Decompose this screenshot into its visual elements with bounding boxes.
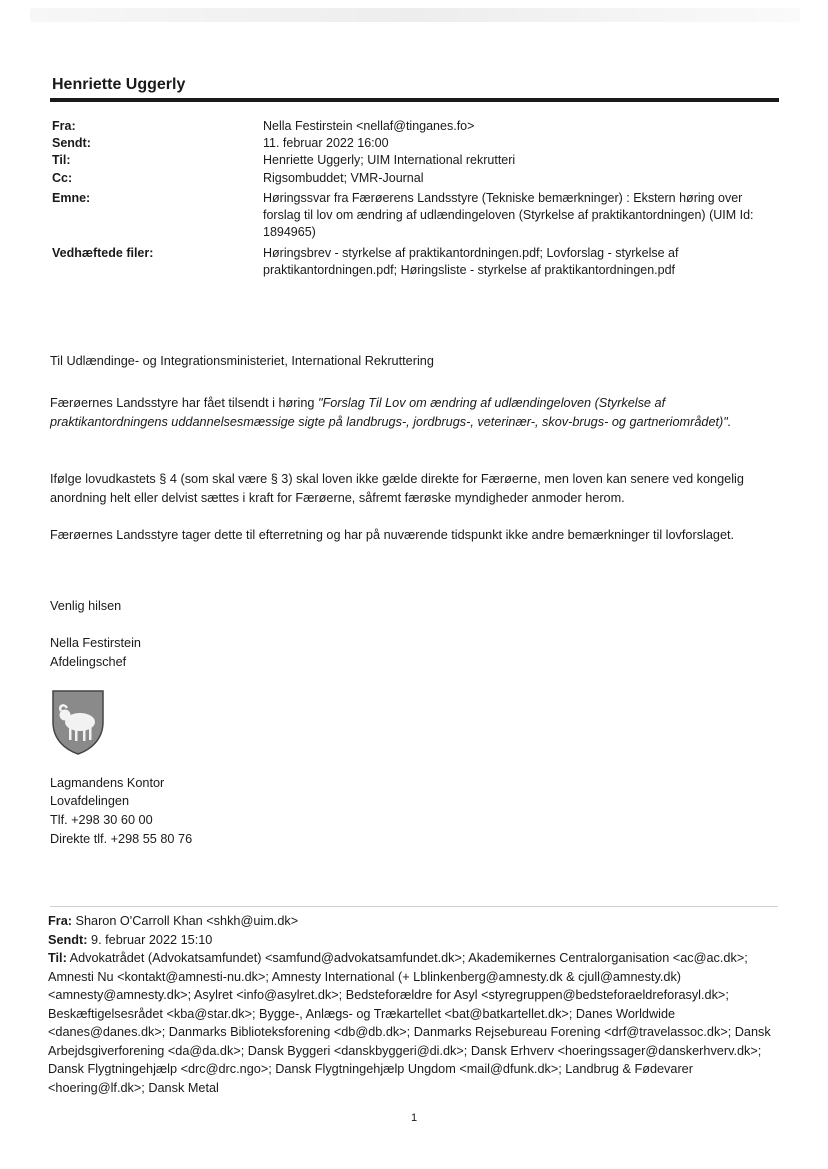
forwarded-header: [48, 912, 778, 1097]
attachments-label: Vedhæftede filer:: [52, 246, 154, 260]
to-label: Til:: [52, 153, 71, 167]
from-label: Fra:: [52, 119, 76, 133]
fwd-sent-value: 9. februar 2022 15:10: [87, 932, 213, 947]
fwd-sent-label: Sendt:: [48, 932, 88, 947]
from-value: Nella Festirstein <nellaf@tinganes.fo>: [263, 119, 475, 133]
signer-name: Nella Festirstein: [50, 636, 141, 650]
greeting: Til Udlændinge- og Integrationsministeriet, International Rekruttering: [50, 354, 434, 368]
subject-value: Høringssvar fra Færøerens Landsstyre (Tekniske bemærkninger) : Ekstern høring over forslag til lov om ændring af udlændingeloven (Styrkelse af praktikantordningen) (UIM Id: 1894965): [263, 191, 754, 239]
signer-title: Afdelingschef: [50, 655, 127, 669]
header-rule: [50, 98, 779, 102]
fwd-from-value: Sharon O'Carroll Khan <shkh@uim.dk>: [71, 914, 299, 928]
paragraph-1-lead: Færøernes Landsstyre har fået tilsendt i høring: [50, 396, 318, 410]
org-line-2: Lovafdelingen: [50, 794, 130, 808]
sent-label: Sendt:: [52, 136, 91, 150]
cc-label: Cc:: [52, 171, 73, 185]
paragraph-3: Færøernes Landsstyre tager dette til efterretning og har på nuværende tidspunkt ikke andre bemærkninger til lovforslaget.: [50, 528, 735, 542]
paragraph-1: [50, 394, 765, 431]
attachments-value: Høringsbrev - styrkelse af praktikantordningen.pdf; Lovforslag - styrkelse af praktikantordningen.pdf; Høringsliste - styrkelse af praktikantordningen.pdf: [263, 246, 679, 277]
page-number: 1: [410, 1112, 418, 1124]
subject-label: Emne:: [52, 191, 91, 205]
paragraph-2: Ifølge lovudkastets § 4 (som skal være § 3) skal loven ikke gælde direkte for Færøerne, men loven kan senere ved kongelig anordning helt eller delvist sættes i kraft for Færøerne, såfremt færøske myndigheder anmoder herom.: [50, 472, 744, 505]
to-value: Henriette Uggerly; UIM International rekrutteri: [263, 153, 516, 167]
fwd-to-value: Advokatrådet (Advokatsamfundet) <samfund@advokatsamfundet.dk>; Akademikernes Centralorganisation <ac@ac.dk>; Amnesti Nu <kontakt@amnesti-nu.dk>; Amnesty International (+ Lblinkenberg@amnesty.dk & cjull@amnesty.dk) <amnesty@amnesty.dk>; Asylret <info@asylret.dk>; Bedsteforældre for Asyl <styregruppen@bedsteforaeldreforasyl.dk>; Beskæftigelsesrådet <kba@star.dk>; Bygge-, Anlægs- og Trækartellet <bat@batkartellet.dk>; Danes Worldwide <danes@danes.dk>; Danmarks Biblioteksforening <db@db.dk>; Danmarks Rejsebureau Forening <drf@travelassoc.dk>; Dansk Arbejdsgiverforening <da@da.dk>; Dansk Byggeri <danskbyggeri@di.dk>; Dansk Erhverv <hoeringssager@danskerhverv.dk>; Dansk Flygtningehjælp <drc@drc.ngo>; Dansk Flygtningehjælp Ungdom <mail@dfunk.dk>; Landbrug & Fødevarer <hoering@lf.dk>; Dansk Metal: [48, 951, 771, 1095]
fwd-to-line: [48, 949, 778, 1097]
scan-artifact: [30, 8, 800, 22]
mailbox-owner-name: Henriette Uggerly: [52, 76, 186, 93]
faroe-ram-crest-icon: [50, 688, 106, 756]
sent-value: 11. februar 2022 16:00: [263, 136, 389, 150]
fwd-from-line: [48, 912, 778, 931]
forward-divider: [50, 906, 778, 907]
cc-value: Rigsombuddet; VMR-Journal: [263, 171, 424, 185]
closing: Venlig hilsen: [50, 599, 122, 613]
direct-phone: Direkte tlf. +298 55 80 76: [50, 832, 193, 846]
fwd-from-label: Fra:: [48, 914, 72, 928]
paragraph-1-bill-title: "Forslag Til Lov om ændring af udlændingeloven (Styrkelse af praktikantordningens uddannelsesmæssige sigte på landbrugs-, jordbrugs-, veterinær-, skov-brugs- og gartneriområdet)".: [50, 396, 732, 429]
phone: Tlf. +298 30 60 00: [50, 813, 153, 827]
fwd-to-label: Til:: [48, 951, 67, 965]
org-line-1: Lagmandens Kontor: [50, 776, 165, 790]
fwd-sent-line: [48, 931, 778, 950]
